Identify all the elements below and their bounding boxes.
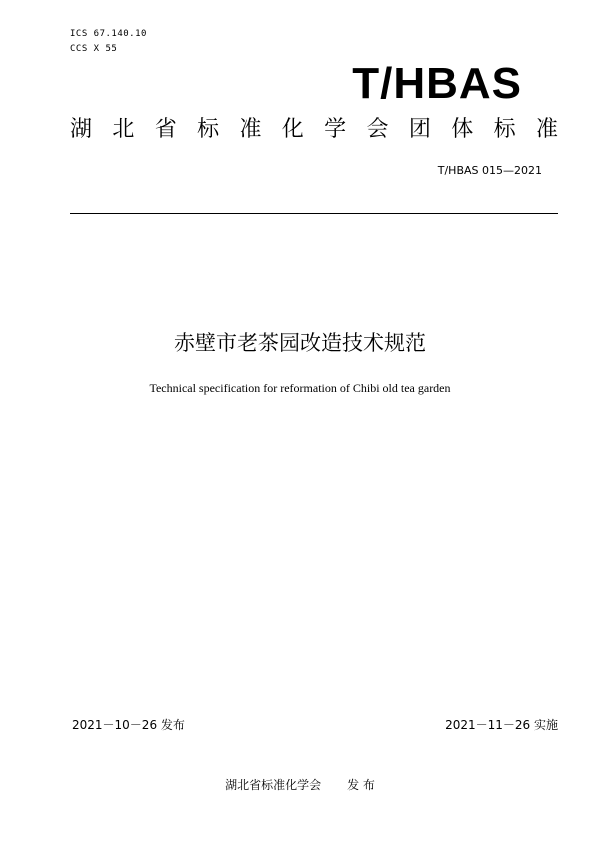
header-divider [70,213,558,214]
implementation-date: 2021－11－26 实施 [445,718,558,732]
ics-code: ICS 67.140.10 [70,29,147,39]
document-title-chinese: 赤壁市老茶园改造技术规范 [174,331,426,355]
issue-date: 2021－10－26 发布 [72,718,185,732]
standard-number: T/HBAS 015—2021 [437,164,542,177]
publish-verb: 发 布 [347,778,375,792]
publisher-line [0,776,600,794]
organization-standard-heading: 湖北省标准化学会团体标准 [70,117,558,142]
publisher-name: 湖北省标准化学会 [225,778,322,792]
document-title-english: Technical specification for reformation of Chibi old tea garden [149,381,451,395]
standard-brand-logo: T/HBAS [352,59,522,108]
ccs-code: CCS X 55 [70,44,118,54]
